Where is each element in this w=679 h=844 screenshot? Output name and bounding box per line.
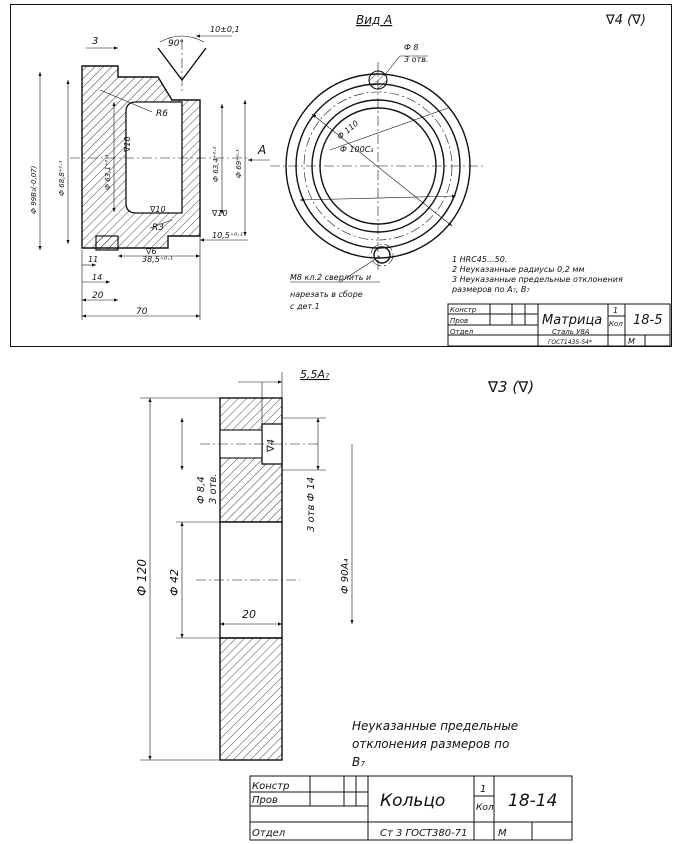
tb2-qty-label: Кол [476,803,494,813]
surface-finish-2: ∇3 (∇) [488,378,535,396]
dim-holes3: 3 отв. [404,55,429,64]
dim-5-5: 5,5А₇ [300,368,330,381]
finish-4: ∇4 [266,438,277,452]
dim-phi100: Ф 100С₃ [340,145,374,154]
m8-note-line3: с дет.1 [290,302,320,311]
tb1-prov: Пров [450,317,469,325]
dim-phi110: Ф 110 [335,118,361,142]
dim-angle-90: 90° [168,39,184,49]
dim-holes14: 3 отв Ф 14 [306,476,317,532]
dim-phi99: Ф 99В₃(-0,07) [30,165,38,214]
tb2-number: 18-14 [508,791,558,811]
tb1-qty-label: Кол [609,320,623,328]
view-a-label: Вид А [356,13,393,27]
tb1-material-1: Сталь У8А [552,328,590,336]
dim-10-5: 10,5⁺⁰·¹ [212,231,243,240]
tb2-qty: 1 [480,784,487,795]
matrix-neck [96,236,118,250]
dim-phi120: Ф 120 [135,558,149,596]
dim-phi69: Ф 69⁺⁰·¹ [235,149,243,178]
dim-phi8-4: Ф 8,4 [196,476,207,504]
tb2-material: Ст 3 ГОСТ380-71 [380,828,468,839]
tb1-name: Матрица [542,313,603,328]
tb1-qty: 1 [613,306,619,315]
m8-note-line2: нарезать в сборе [290,290,363,299]
m8-note-line1: M8 кл.2 сверлить и [290,273,372,282]
tb2-name: Кольцо [380,791,446,811]
note-1: 1 HRC45...50. [452,255,508,264]
dim-20: 20 [92,291,104,301]
dim-phi68: Ф 68,8⁺⁰·¹ [58,160,66,196]
dim-10: 10±0,1 [210,25,240,34]
note-3b: размеров по А₇, В₇ [452,285,530,294]
dim-r6: R6 [156,109,168,119]
ring-note-3: В₇ [352,755,366,769]
dim-11: 11 [88,255,99,264]
finish-6: ∇6 [146,247,157,256]
dim-phi8: Ф 8 [404,43,419,52]
ring-note-2: отклонения размеров по [352,737,510,751]
tb1-material-2: ГОСТ1435-54* [548,339,592,346]
dim-38-5: 38,5⁺⁰·¹ [142,255,173,264]
dim-20-ring: 20 [242,608,256,621]
dim-3: 3 [92,36,99,47]
tb2-prov: Пров [252,795,278,806]
tb1-konstr: Констр [450,306,477,314]
dim-70: 70 [136,307,148,317]
surface-finish-1: ∇4 (∇) [606,13,646,28]
matrix-view-a [270,56,486,272]
tb1-scale: М [628,337,635,346]
dim-phi63b: Ф 63,4⁺⁰·² [212,146,220,182]
note-2: 2 Неуказанные радиусы 0,2 мм [452,265,585,274]
tb1-otdel: Отдел [450,328,474,336]
dim-phi42: Ф 42 [168,569,181,596]
finish-10b: ∇10 [150,205,166,214]
tb1-number: 18-5 [633,313,663,328]
tb2-otdel: Отдел [252,828,286,839]
dim-14: 14 [92,273,103,282]
ring-section-view [140,372,352,760]
view-arrow-label: A [258,143,267,157]
ring-lower-hatch [220,638,282,760]
matrix-cavity [126,102,182,213]
tb2-scale: М [498,828,507,839]
tb2-konstr: Констр [252,781,290,792]
dim-r3: R3 [152,223,164,233]
ring-note-1: Неуказанные предельные [352,719,519,733]
dim-phi90: Ф 90А₄ [340,558,351,594]
note-3: 3 Неуказанные предельные отклонения [452,275,623,284]
finish-10a: ∇10 [123,136,132,152]
dim-phi63: Ф 63,1⁺⁰·¹ [104,154,112,190]
finish-10c: ∇10 [212,209,228,218]
dim-holes3-2: 3 отв. [208,473,219,504]
